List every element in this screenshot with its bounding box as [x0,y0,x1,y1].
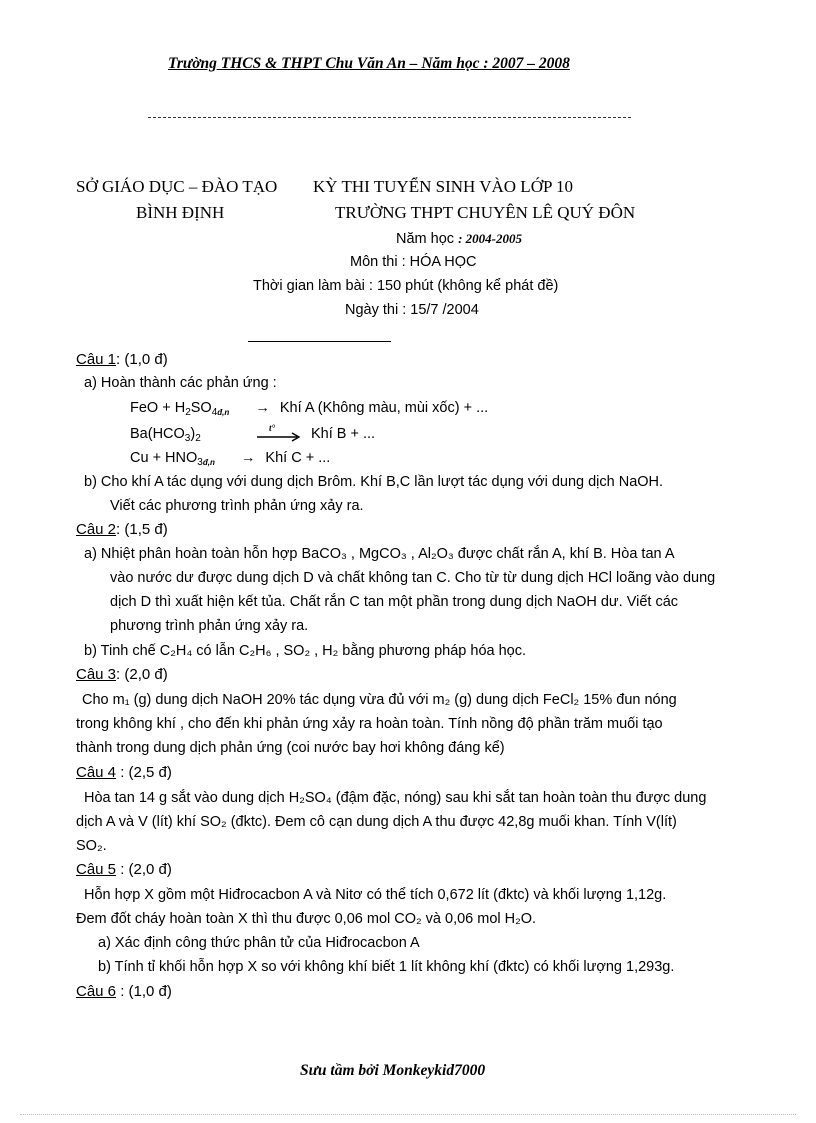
q5-heading [76,861,172,878]
q6-heading [76,983,172,1000]
q3-heading [76,666,168,683]
r1-cond: đ,n [217,408,230,417]
q4-points: : (2,5 đ) [116,764,172,781]
q4-line2: dịch A và V (lít) khí SO₂ (đktc). Đem cô cạn dung dịch A thu được 42,8g muối khan. Tính V(lít) [76,814,677,830]
q2-b-line: b) Tinh chế C₂H₄ có lẫn C₂H₆ , SO₂ , H₂ bằng phương pháp hóa học. [84,643,527,659]
q4-line1: Hòa tan 14 g sắt vào dung dịch H₂SO₄ (đậm đặc, nóng) sau khi sắt tan hoàn toàn thu được dung [84,790,707,806]
q2-heading [76,521,168,538]
page-bottom-divider [20,1114,796,1115]
q3-line1: Cho m₁ (g) dung dịch NaOH 20% tác dụng vừa đủ với m₂ (g) dung dịch FeCl₂ 15% đun nóng [82,692,677,708]
r2-sub: 3 [184,433,191,444]
title-underline [248,341,391,342]
r3-cond: đ,n [202,458,215,467]
arrow-icon: → [240,450,256,466]
q4-line3: SO₂. [76,838,107,854]
footer-credit: Sưu tầm bởi Monkeykid7000 [300,1062,486,1079]
q5-line1: Hỗn hợp X gồm một Hiđrocacbon A và Nitơ có thể tích 0,672 lít (đktc) và khối lượng 1,12g. [84,887,667,903]
q1-heading [76,351,168,368]
r1-left: FeO + H [130,400,186,416]
q2-a-line2: vào nước dư được dung dịch D và chất không tan C. Cho từ từ dung dịch HCl loãng vào dung [110,570,716,586]
authority-line2: BÌNH ĐỊNH [136,203,225,222]
q5-a-line: a) Xác định công thức phân tử của Hiđrocacbon A [98,935,420,951]
r1-sub4: 4 [211,407,218,418]
q4-heading [76,764,172,781]
q3-line2: trong không khí , cho đến khi phản ứng xảy ra hoàn toàn. Tính nồng độ phần trăm muối tạo [76,716,663,732]
arrow-right-icon [257,428,303,442]
q5-label: Câu 5 [76,861,117,878]
r3-sub: 3 [197,457,203,468]
exam-title1: KỲ THI TUYỂN SINH VÀO LỚP 10 [313,177,574,196]
year-label: Năm học [396,231,455,247]
exam-year [396,231,522,247]
q1-b-line1: b) Cho khí A tác dụng với dung dịch Brôm. Khí B,C lần lượt tác dụng với dung dịch NaOH. [84,474,664,490]
q1-points: : (1,0 đ) [116,351,168,368]
arrow-icon: → [255,400,270,416]
q5-line2: Đem đốt cháy hoàn toàn X thì thu được 0,06 mol CO₂ và 0,06 mol H₂O. [76,911,537,927]
q5-b-line: b) Tính tỉ khối hỗn hợp X so với không khí biết 1 lít không khí (đktc) có khối lượng 1,293g. [98,959,675,975]
r2-sub2: 2 [195,433,201,444]
r1-right: Khí A (Không màu, mùi xốc) + ... [279,400,489,416]
q3-line3: thành trong dung dịch phản ứng (coi nước bay hơi không đáng kể) [76,740,505,756]
r2-cond: t° [269,423,276,433]
q2-a-line4: phương trình phản ứng xảy ra. [110,618,309,634]
q1-reaction-1: FeO + $H_2SO_{4đ,n}$ → Khí A (Không màu, mùi xốc) + ... [130,400,489,418]
q1-reaction-2 [130,426,201,442]
header-divider [148,117,631,118]
r2-close: ) [190,426,196,442]
r2-left: Ba(HCO [130,426,185,442]
q2-points: : (1,5 đ) [116,521,168,538]
q1-a-intro: a) Hoàn thành các phản ứng : [84,375,277,391]
q2-a-line3: dịch D thì xuất hiện kết tủa. Chất rắn C tan một phần trong dung dịch NaOH dư. Viết các [110,594,679,610]
r3-left: Cu + HNO [130,450,198,466]
exam-subject: Môn thi : HÓA HỌC [350,254,477,270]
r1-mid: SO [190,400,212,416]
year-value: : 2004-2005 [458,231,522,246]
exam-title2: TRƯỜNG THPT CHUYÊN LÊ QUÝ ĐÔN [335,203,636,222]
school-header: Trường THCS & THPT Chu Văn An – Năm học : 2007 – 2008 [168,55,570,72]
q1-reaction-3 [130,450,330,466]
exam-time: Thời gian làm bài : 150 phút (không kể phát đề) [253,278,559,294]
q2-a-line1: a) Nhiệt phân hoàn toàn hỗn hợp BaCO₃ , MgCO₃ , Al₂O₃ được chất rắn A, khí B. Hòa tan A [84,546,675,562]
q2-label: Câu 2 [76,521,117,538]
q1-b-line2: Viết các phương trình phản ứng xảy ra. [110,498,364,514]
r3-right: Khí C + ... [265,450,331,466]
heat-arrow [257,423,303,446]
q4-label: Câu 4 [76,764,117,781]
q1-label: Câu 1 [76,351,117,368]
r2-right: Khí B + ... [311,426,376,442]
q5-points: : (2,0 đ) [116,861,172,878]
q6-points: : (1,0 đ) [116,983,172,1000]
q3-points: : (2,0 đ) [116,666,168,683]
authority-line1: SỞ GIÁO DỤC – ĐÀO TẠO [76,177,278,196]
q6-label: Câu 6 [76,983,117,1000]
exam-date: Ngày thi : 15/7 /2004 [345,302,479,318]
q3-label: Câu 3 [76,666,117,683]
